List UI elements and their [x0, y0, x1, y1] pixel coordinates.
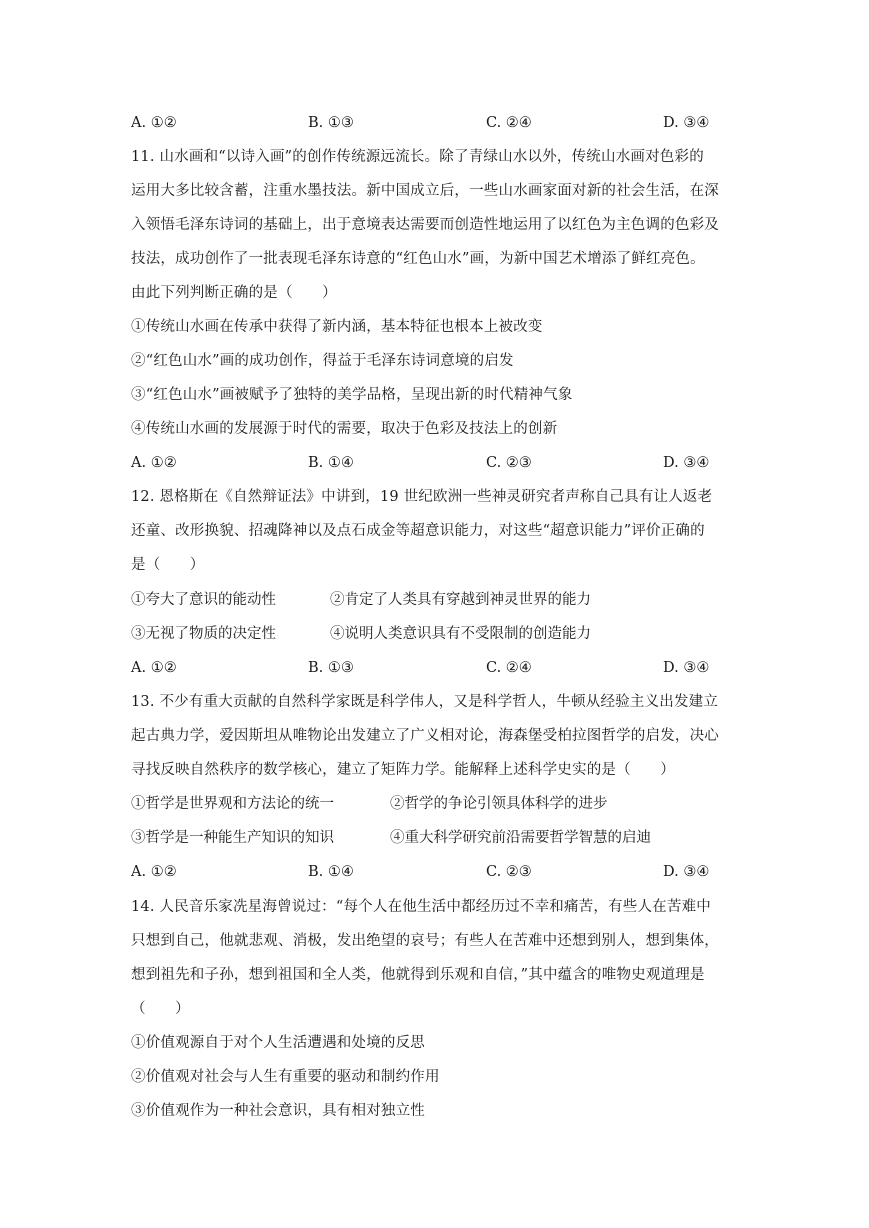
option-d: D. ③④ — [663, 455, 710, 471]
option-b: B. ①④ — [308, 455, 354, 471]
option-a: A. ①② — [131, 864, 177, 880]
q13-statement-4: ④重大科学研究前沿需要哲学智慧的启迪 — [390, 830, 651, 846]
option-c: C. ②③ — [486, 864, 532, 880]
q14-stem-line: （ ） — [131, 1001, 190, 1017]
q14-statement-1: ①价值观源自于对个人生活遭遇和处境的反思 — [131, 1035, 425, 1051]
q14-stem-line: 14. 人民音乐家冼星海曾说过：“每个人在他生活中都经历过不幸和痛苦，有些人在苦难中 — [131, 899, 711, 915]
q11-statement-1: ①传统山水画在传承中获得了新内涵，基本特征也根本上被改变 — [131, 319, 543, 335]
q13-stem-line: 起古典力学，爱因斯坦从唯物论出发建立了广义相对论，海森堡受柏拉图哲学的启发，决心 — [131, 728, 719, 744]
q11-options — [131, 453, 751, 473]
q13-statement-2: ②哲学的争论引领具体科学的进步 — [390, 796, 608, 812]
q12-options — [131, 658, 751, 678]
q11-stem-line: 由此下列判断正确的是（ ） — [131, 285, 337, 301]
q12-statement-1: ①夸大了意识的能动性 — [131, 592, 276, 608]
q11-stem-line: 11. 山水画和“以诗入画”的创作传统源远流长。除了青绿山水以外，传统山水画对色彩的 — [131, 149, 704, 165]
option-b: B. ①③ — [308, 115, 354, 131]
q13-statement-1: ①哲学是世界观和方法论的统一 — [131, 796, 334, 812]
q12-statements-row — [131, 624, 751, 644]
q13-statements-row — [131, 828, 751, 848]
q10-options — [131, 113, 751, 133]
q12-stem-line: 12. 恩格斯在《自然辩证法》中讲到，19 世纪欧洲一些神灵研究者声称自己具有让人返老 — [131, 489, 713, 505]
option-d: D. ③④ — [663, 660, 710, 676]
q12-statement-4: ④说明人类意识具有不受限制的创造能力 — [330, 626, 591, 642]
q11-stem-line: 技法，成功创作了一批表现毛泽东诗意的“红色山水”画，为新中国艺术增添了鲜红亮色。 — [131, 251, 705, 267]
q14-statement-2: ②价值观对社会与人生有重要的驱动和制约作用 — [131, 1069, 440, 1085]
option-a: A. ①② — [131, 115, 177, 131]
q11-stem-line: 入领悟毛泽东诗词的基础上，出于意境表达需要而创造性地运用了以红色为主色调的色彩及 — [131, 217, 719, 233]
option-a: A. ①② — [131, 455, 177, 471]
option-b: B. ①④ — [308, 864, 354, 880]
q12-statement-2: ②肯定了人类具有穿越到神灵世界的能力 — [330, 592, 591, 608]
q13-stem-line: 13. 不少有重大贡献的自然科学家既是科学伟人，又是科学哲人，牛顿从经验主义出发建立 — [131, 694, 719, 710]
q12-statements-row — [131, 590, 751, 610]
q12-stem-line: 是（ ） — [131, 557, 205, 573]
q13-statement-3: ③哲学是一种能生产知识的知识 — [131, 830, 334, 846]
q11-stem-line: 运用大多比较含蓄，注重水墨技法。新中国成立后，一些山水画家面对新的社会生活，在深 — [131, 183, 719, 199]
option-a: A. ①② — [131, 660, 177, 676]
option-d: D. ③④ — [663, 864, 710, 880]
q14-stem-line: 想到祖先和子孙，想到祖国和全人类，他就得到乐观和自信，”其中蕴含的唯物史观道理是 — [131, 967, 705, 983]
q13-options — [131, 862, 751, 882]
q12-stem-line: 还童、改形换貌、招魂降神以及点石成金等超意识能力，对这些“超意识能力”评价正确的 — [131, 523, 705, 539]
option-c: C. ②④ — [486, 660, 532, 676]
q12-statement-3: ③无视了物质的决定性 — [131, 626, 276, 642]
option-d: D. ③④ — [663, 115, 710, 131]
q13-stem-line: 寻找反映自然秩序的数学核心，建立了矩阵力学。能解释上述科学史实的是（ ） — [131, 762, 675, 778]
option-b: B. ①③ — [308, 660, 354, 676]
q11-statement-3: ③“红色山水”画被赋予了独特的美学品格，呈现出新的时代精神气象 — [131, 387, 573, 403]
q14-statement-3: ③价值观作为一种社会意识，具有相对独立性 — [131, 1103, 425, 1119]
option-c: C. ②④ — [486, 115, 532, 131]
q11-statement-2: ②“红色山水”画的成功创作，得益于毛泽东诗词意境的启发 — [131, 353, 514, 369]
q13-statements-row — [131, 794, 751, 814]
q14-stem-line: 只想到自己，他就悲观、消极，发出绝望的哀号；有些人在苦难中还想到别人，想到集体， — [131, 933, 719, 949]
option-c: C. ②③ — [486, 455, 532, 471]
q11-statement-4: ④传统山水画的发展源于时代的需要，取决于色彩及技法上的创新 — [131, 421, 558, 437]
